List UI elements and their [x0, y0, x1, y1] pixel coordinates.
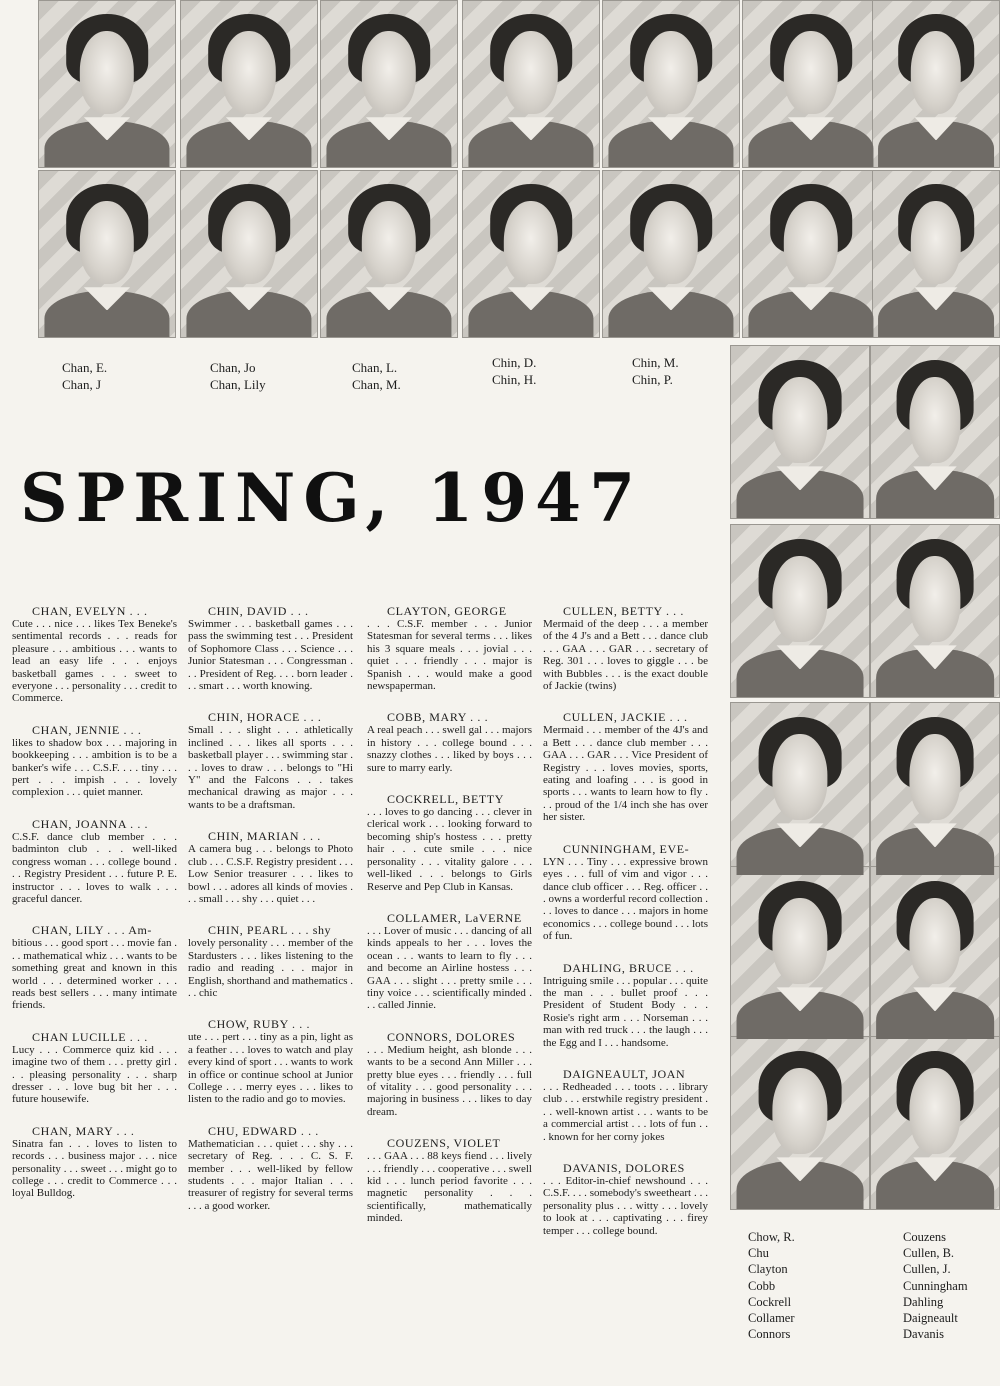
student-entry	[188, 710, 353, 811]
caption-name: Chan, Jo	[210, 360, 256, 375]
student-portrait	[320, 0, 458, 168]
caption-name: Chin, H.	[492, 372, 537, 387]
legend-name: Cullen, B.	[903, 1246, 955, 1261]
legend-name: Cunningham	[903, 1278, 968, 1293]
student-portrait	[870, 866, 1000, 1040]
student-description: Mermaid . . . member of the 4J's and a Bett . . . dance club member . . . GAA . . . GAR . . . Vice President of Registry . . . loves movies, sports, eating and loafing . . . is good in sports . . . wants to learn how to fly . . . proud of the 1/4 inch she has over her sister.	[543, 724, 708, 824]
student-entry	[12, 923, 177, 1011]
student-entry	[543, 1161, 708, 1237]
legend-name: Couzens	[903, 1230, 947, 1244]
student-description: . . . loves to go dancing . . . clever in clerical work . . . looking forward to becoming ship's hostess . . . pretty hair . . . cute smile . . . nice personality . . . vitality galore . . . well-liked . . . belongs to Girls Reserve and Pep Club in Kansas.	[367, 806, 532, 893]
student-entry	[188, 604, 353, 692]
legend-name: Cockrell	[748, 1294, 792, 1309]
student-portrait	[462, 170, 600, 338]
student-description: Intriguing smile . . . popular . . . quite the man . . . bullet proof . . . President of Student Body . . . Rosie's right arm . . . Norseman . . . man with red truck . . . the laugh . . . the Egg and I . . . handsome.	[543, 974, 708, 1049]
student-name: CHAN, JENNIE . . .	[32, 722, 142, 737]
text-column	[543, 604, 708, 1255]
text-column	[12, 604, 177, 1218]
caption-name: Chan, M.	[352, 377, 401, 392]
student-portrait	[742, 170, 880, 338]
student-name: CULLEN, JACKIE . . .	[563, 710, 688, 725]
student-name: CLAYTON, GEORGE	[387, 604, 507, 618]
caption-name: Chin, P.	[632, 372, 673, 387]
student-description: Swimmer . . . basketball games . . . pass the swimming test . . . President of Sophomore Class . . . Science . . . Junior Statesman . . . Congressman . . . President of Reg. . . . born leader . . . smart . . . worth knowing.	[188, 618, 353, 693]
student-description: Cute . . . nice . . . likes Tex Beneke's sentimental records . . . reads for pleasure . . . ambitious . . . wants to lead an easy life . . . enjoys basketball games . . . sweet to everyone . . . personality . . . credit to Commerce.	[12, 618, 177, 705]
student-description: bitious . . . good sport . . . movie fan . . . mathematical whiz . . . wants to be something great and known in this world . . . determined worker . . . reads best sellers . . . many intimate friends.	[12, 937, 177, 1012]
legend-name: Davanis	[903, 1327, 944, 1342]
student-entry	[543, 1067, 708, 1143]
student-entry	[188, 1124, 353, 1212]
student-portrait	[872, 0, 1000, 168]
student-name: CHU, EDWARD . . .	[208, 1123, 319, 1138]
caption-name: Chin, M.	[632, 355, 679, 370]
student-portrait	[730, 702, 870, 876]
legend-name: Chow, R.	[748, 1230, 795, 1244]
student-name: CHIN, PEARL . . . shy	[208, 923, 332, 938]
student-portrait	[38, 170, 176, 338]
student-entry	[367, 911, 532, 1012]
caption-name: Chan, Lily	[210, 377, 266, 392]
student-name: CONNORS, DOLORES	[387, 1029, 516, 1044]
student-name: CHAN, EVELYN . . .	[32, 604, 148, 618]
student-entry	[12, 817, 177, 905]
caption-pair	[632, 354, 679, 388]
student-portrait	[180, 170, 318, 338]
student-entry	[367, 792, 532, 893]
student-portrait	[602, 0, 740, 168]
student-portrait	[870, 702, 1000, 876]
student-name: CHIN, HORACE . . .	[208, 710, 322, 725]
caption-pair	[62, 359, 107, 393]
student-description: LYN . . . Tiny . . . expressive brown eyes . . . full of vim and vigor . . . dance club officer . . . Reg. officer . . . owns a worderful record collection . . . loves to dance . . . majors in home economics . . . college bound . . . lots of fun.	[543, 855, 708, 943]
text-column	[188, 604, 353, 1230]
student-description: lovely personality . . . member of the Stardusters . . . likes listening to the radio and reading . . . major in English, shorthand and mathematics . . . chic	[188, 937, 353, 999]
caption-name: Chan, E.	[62, 360, 108, 375]
legend-name: Cobb	[748, 1278, 776, 1293]
student-name: CHAN LUCILLE . . .	[32, 1029, 148, 1044]
caption-pair	[352, 359, 401, 393]
legend-name: Connors	[748, 1327, 791, 1342]
student-description: . . . Redheaded . . . toots . . . library club . . . erstwhile registry president . . . well-known artist . . . wants to be a commercial artist . . . lots of fun . . . known for her corny jokes	[543, 1080, 708, 1143]
student-name: CHAN, JOANNA . . .	[32, 816, 149, 831]
student-name: CUNNINGHAM, EVE-	[563, 841, 690, 856]
caption-name: Chin, D.	[492, 355, 537, 370]
student-description: C.S.F. dance club member . . . badminton club . . . well-liked congress woman . . . college bound . . . Registry President . . . future P. E. instructor . . . loves to walk . . . graceful dancer.	[12, 830, 177, 905]
student-portrait	[872, 170, 1000, 338]
student-portrait	[730, 866, 870, 1040]
student-description: A camera bug . . . belongs to Photo club . . . C.S.F. Registry president . . . Low Senior treasurer . . . likes to bowl . . . adores all kinds of movies . . . small . . . shy . . . quiet . . .	[188, 843, 353, 905]
student-description: Small . . . slight . . . athletically inclined . . . likes all sports . . . basketball player . . . swimming star . . . loves to draw . . . belongs to "Hi Y" and the Falcons . . . takes mechanical drawing as major . . . wants to be a draftsman.	[188, 724, 353, 811]
legend-name: Clayton	[748, 1262, 788, 1277]
student-entry	[188, 829, 353, 905]
student-portrait	[730, 524, 870, 698]
student-portrait	[602, 170, 740, 338]
student-entry	[367, 604, 532, 692]
student-name: COLLAMER, LaVERNE	[387, 910, 522, 925]
student-portrait	[870, 345, 1000, 519]
caption-name: Chan, L.	[352, 360, 398, 375]
student-portrait	[38, 0, 176, 168]
student-entry	[12, 604, 177, 705]
legend-name: Collamer	[748, 1311, 795, 1326]
legend-name: Dahling	[903, 1294, 944, 1309]
student-name: DAIGNEAULT, JOAN	[563, 1066, 686, 1081]
student-entry	[543, 604, 708, 692]
student-description: Mermaid of the deep . . . a member of the 4 J's and a Bett . . . dance club . . . GAA . . . GAR . . . secretary of Reg. 301 . . . loves to giggle . . . be with Bubbles . . . is the exact double of Jackie (twins)	[543, 618, 708, 693]
student-description: A real peach . . . swell gal . . . majors in history . . . college bound . . . snazzy clothes . . . liked by boys . . . sure to marry early.	[367, 724, 532, 774]
text-column	[367, 604, 532, 1243]
student-description: Lucy . . . Commerce quiz kid . . . imagine two of them . . . pretty girl . . . pleasing personality . . . sharp dresser . . . love bug bit her . . . future housewife.	[12, 1043, 177, 1106]
student-entry	[12, 1124, 177, 1200]
legend-left	[748, 1229, 795, 1342]
student-entry	[367, 1030, 532, 1118]
legend-name: Chu	[748, 1246, 769, 1261]
student-entry	[543, 961, 708, 1049]
student-name: COBB, MARY . . .	[387, 710, 489, 725]
student-entry	[543, 710, 708, 823]
student-entry	[543, 842, 708, 943]
student-name: COCKRELL, BETTY	[387, 792, 504, 807]
caption-name: Chan, J	[62, 377, 101, 392]
student-description: . . . Lover of music . . . dancing of all kinds appeals to her . . . loves the ocean . . . wants to learn to fly . . . and become an Airline hostess . . . GAA . . . slight . . . pretty smile . . . tiny voice . . . scientifically minded . . . called Jinnie.	[367, 924, 532, 1012]
student-name: CHOW, RUBY . . .	[208, 1017, 311, 1032]
student-description: Sinatra fan . . . loves to listen to records . . . business major . . . nice personality . . . sweet . . . might go to college . . . credit to Commerce . . . loyal Bulldog.	[12, 1137, 177, 1200]
student-portrait	[730, 1036, 870, 1210]
legend-name: Cullen, J.	[903, 1262, 951, 1277]
student-description: . . . C.S.F. member . . . Junior Statesman for several terms . . . likes his 3 square meals . . . jovial . . . quiet . . . friendly . . . major is Spanish . . . would make a good newspaperman.	[367, 618, 532, 693]
student-portrait	[320, 170, 458, 338]
student-portrait	[870, 1036, 1000, 1210]
student-description: . . . Medium height, ash blonde . . . wants to be a second Ann Miller . . . pretty blue eyes . . . friendly . . . full of vitality . . . good personality . . . majoring in business . . . likes to day dream.	[367, 1043, 532, 1118]
student-description: . . . GAA . . . 88 keys fiend . . . lively . . . friendly . . . cooperative . . . swell kid . . . lunch period favorite . . . magnetic personality . . . scientifically, mathematically minded.	[367, 1150, 532, 1225]
student-name: CHAN, LILY . . . Am-	[32, 923, 153, 938]
student-portrait	[870, 524, 1000, 698]
student-description: likes to shadow box . . . majoring in bookkeeping . . . ambition is to be a banker's wife . . . C.S.F. . . . tiny . . . pert . . . impish . . . lovely complexion . . . quiet manner.	[12, 736, 177, 799]
student-entry	[188, 923, 353, 999]
student-entry	[367, 1136, 532, 1224]
student-entry	[12, 1030, 177, 1106]
student-name: CHIN, DAVID . . .	[208, 604, 309, 618]
legend-name: Daigneault	[903, 1311, 958, 1326]
page-headline: SPRING, 1947	[20, 459, 644, 537]
caption-pair	[492, 354, 536, 388]
student-entry	[12, 723, 177, 799]
student-description: ute . . . pert . . . tiny as a pin, light as a feather . . . loves to watch and play every kind of sport . . . wants to work in office or continue school at Junior College . . . merry eyes . . . likes to listen to the radio and go to movies.	[188, 1031, 353, 1106]
student-description: Mathematician . . . quiet . . . shy . . . secretary of Reg. . . . C. S. F. member . . . well-liked by fellow students . . . major Italian . . . treasurer of registry for several terms . . . a good worker.	[188, 1137, 353, 1212]
student-portrait	[180, 0, 318, 168]
student-name: DAHLING, BRUCE . . .	[563, 960, 694, 975]
student-name: CHIN, MARIAN . . .	[208, 829, 321, 844]
student-description: . . . Editor-in-chief newshound . . . C.S.F. . . . somebody's sweetheart . . . personality plus . . . witty . . . lovely to look at . . . captivating . . . firey temper . . . college bound.	[543, 1175, 708, 1237]
caption-pair	[210, 359, 266, 393]
student-name: CHAN, MARY . . .	[32, 1123, 135, 1138]
legend-right	[903, 1229, 968, 1342]
student-portrait	[742, 0, 880, 168]
student-entry	[188, 1017, 353, 1105]
student-name: CULLEN, BETTY . . .	[563, 604, 684, 618]
student-name: COUZENS, VIOLET	[387, 1136, 501, 1151]
student-name: DAVANIS, DOLORES	[563, 1161, 685, 1175]
student-portrait	[730, 345, 870, 519]
student-portrait	[462, 0, 600, 168]
student-entry	[367, 710, 532, 774]
